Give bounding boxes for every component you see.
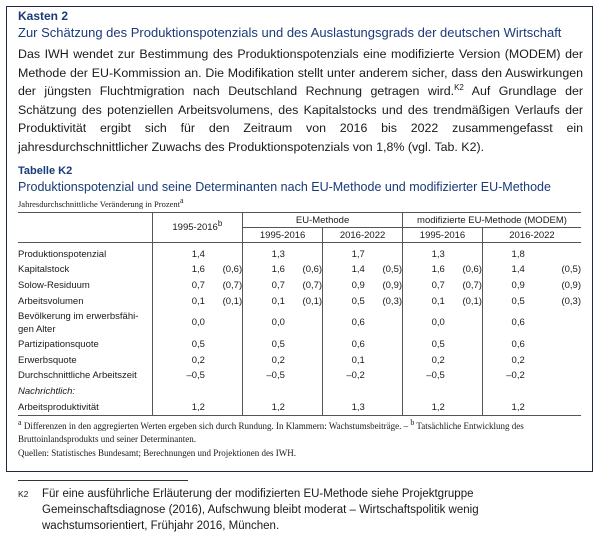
cell xyxy=(285,337,323,353)
table-row-note xyxy=(18,384,581,400)
cell xyxy=(285,399,323,415)
row-label: Durchschnittliche Arbeitszeit xyxy=(18,370,137,382)
cell: 0,5 xyxy=(323,293,365,309)
cell: 1,3 xyxy=(323,399,365,415)
table-subtitle-sup: a xyxy=(180,196,184,206)
cell xyxy=(525,309,581,337)
cell: (0,3) xyxy=(561,295,581,307)
cell xyxy=(205,399,243,415)
cell: (0,1) xyxy=(302,295,323,307)
cell: 0,1 xyxy=(323,352,365,368)
table-row xyxy=(18,337,581,353)
cell: 0,1 xyxy=(152,293,205,309)
cell: 0,7 xyxy=(152,278,205,294)
table-subtitle-text: Jahresdurchschnittliche Veränderung in Prozent xyxy=(18,199,181,209)
cell xyxy=(205,247,243,263)
cell xyxy=(205,337,243,353)
header-group-modem: modifizierte EU-Methode (MODEM) xyxy=(403,213,581,228)
kasten-label: Kasten 2 xyxy=(18,9,69,23)
cell xyxy=(445,337,483,353)
cell: (0,3) xyxy=(382,295,403,307)
cell: 0,6 xyxy=(482,309,524,337)
cell: 1,6 xyxy=(243,262,285,278)
table-label: Tabelle K2 xyxy=(18,165,73,177)
cell xyxy=(445,309,483,337)
cell: 0,9 xyxy=(482,278,524,294)
cell xyxy=(525,352,581,368)
cell xyxy=(205,309,243,337)
table-title: Produktionspotenzial und seine Determinanten nach EU-Methode und modifizierter EU-Methode xyxy=(18,180,551,194)
cell: 0,7 xyxy=(243,278,285,294)
cell: 0,2 xyxy=(403,352,445,368)
table-row xyxy=(18,352,581,368)
cell: 1,7 xyxy=(323,247,365,263)
cell: –0,5 xyxy=(243,368,285,384)
cell: (0,7) xyxy=(222,279,243,291)
paragraph-text-2: Auf Grundlage der Schätzung des potenziellen Arbeitsvolumens, des Kapitalstocks und des trendmäßigen Verlaufs der Produktivität ergibt sich für den Zeitraum von 2016 bis 2022 zusammengefasst ein jahresdurchschnittlicher Zuwachs des Produktionspotenzials von 1,8% (vgl. Tab. K2). xyxy=(18,84,583,154)
header-row-periods xyxy=(18,228,581,243)
cell xyxy=(525,247,581,263)
cell: 1,4 xyxy=(482,262,524,278)
page-footnote-text: Für eine ausführliche Erläuterung der modifizierten EU-Methode siehe Projektgruppe Gemeinschaftsdiagnose (2016), Aufschwung bleibt moderat – Wirtschaftspolitik wenig wachstumsorientiert, Frühjahr 2016, München. xyxy=(42,488,479,532)
cell: 1,2 xyxy=(482,399,524,415)
table-row xyxy=(18,278,581,294)
cell xyxy=(285,247,323,263)
cell: 0,1 xyxy=(403,293,445,309)
footnote-separator xyxy=(18,480,188,481)
cell: 0,7 xyxy=(403,278,445,294)
row-label-line-2: gen Alter xyxy=(18,323,56,335)
footnote-a-text: Differenzen in den aggregierten Werten ergeben sich durch Rundung. In Klammern: Wachstumsbeiträge. – xyxy=(21,421,411,431)
row-label: Partizipationsquote xyxy=(18,339,99,351)
row-label: Kapitalstock xyxy=(18,264,70,276)
cell: 0,6 xyxy=(323,337,365,353)
cell: 0,5 xyxy=(403,337,445,353)
table-row xyxy=(18,293,581,309)
cell: –0,5 xyxy=(152,368,205,384)
cell: (0,5) xyxy=(382,264,403,276)
cell: (0,1) xyxy=(462,295,482,307)
cell: 0,9 xyxy=(323,278,365,294)
cell: 1,2 xyxy=(403,399,445,415)
cell xyxy=(205,352,243,368)
cell: 1,4 xyxy=(152,247,205,263)
cell: 1,4 xyxy=(323,262,365,278)
cell xyxy=(445,399,483,415)
cell: 1,2 xyxy=(152,399,205,415)
cell: (0,5) xyxy=(561,264,581,276)
row-label-line-1: Bevölkerung im erwerbsfähi- xyxy=(18,310,139,322)
footnote-reference[interactable]: K2 xyxy=(454,82,464,92)
cell: 0,0 xyxy=(243,309,285,337)
cell: 1,6 xyxy=(152,262,205,278)
cell: (0,6) xyxy=(222,264,243,276)
data-table xyxy=(18,212,581,416)
footnote-b-mark: b xyxy=(410,418,415,427)
cell xyxy=(525,368,581,384)
table-row xyxy=(18,399,581,415)
header-empty-2 xyxy=(18,228,152,243)
cell: (0,6) xyxy=(462,264,482,276)
table-sources: Quellen: Statistisches Bundesamt; Berechnungen und Projektionen des IWH. xyxy=(18,448,296,458)
cell xyxy=(365,352,403,368)
cell: (0,7) xyxy=(462,279,482,291)
cell xyxy=(365,368,403,384)
cell: (0,6) xyxy=(302,264,323,276)
header-group-eu: EU-Methode xyxy=(243,213,403,228)
row-label: Produktionspotenzial xyxy=(18,248,107,260)
cell: (0,9) xyxy=(561,279,581,291)
cell xyxy=(525,337,581,353)
cell: 0,2 xyxy=(152,352,205,368)
cell xyxy=(285,368,323,384)
row-label: Arbeitsproduktivität xyxy=(18,399,152,415)
table-row xyxy=(18,262,581,278)
table-row xyxy=(18,247,581,263)
cell: (0,1) xyxy=(222,295,243,307)
cell: 0,5 xyxy=(482,293,524,309)
table-subtitle xyxy=(18,196,184,209)
cell xyxy=(365,247,403,263)
cell: (0,7) xyxy=(302,279,323,291)
cell: 0,5 xyxy=(243,337,285,353)
cell xyxy=(285,309,323,337)
row-label xyxy=(18,309,152,337)
cell: 0,0 xyxy=(403,309,445,337)
header-col-1: 1995-2016 xyxy=(243,228,323,243)
cell: –0,2 xyxy=(323,368,365,384)
cell xyxy=(525,399,581,415)
cell: 0,1 xyxy=(243,293,285,309)
row-label: Arbeitsvolumen xyxy=(18,295,84,307)
table-row xyxy=(18,309,581,337)
cell: –0,2 xyxy=(482,368,524,384)
cell: 0,2 xyxy=(243,352,285,368)
row-label: Erwerbsquote xyxy=(18,354,77,366)
cell: 0,0 xyxy=(152,309,205,337)
cell xyxy=(445,247,483,263)
cell xyxy=(445,352,483,368)
header-col-first-sup: b xyxy=(217,219,223,229)
cell: 0,2 xyxy=(482,352,524,368)
cell: 1,3 xyxy=(243,247,285,263)
cell: (0,9) xyxy=(382,279,403,291)
header-col-first xyxy=(152,221,243,236)
header-col-4: 2016-2022 xyxy=(482,228,581,243)
page-footnote-mark: K2 xyxy=(18,489,29,499)
table-row xyxy=(18,368,581,384)
header-col-2: 2016-2022 xyxy=(323,228,403,243)
cell xyxy=(285,352,323,368)
cell: 0,6 xyxy=(482,337,524,353)
cell: 1,3 xyxy=(403,247,445,263)
header-empty xyxy=(18,213,152,228)
row-label-nachrichtlich: Nachrichtlich: xyxy=(18,385,76,397)
cell: 1,8 xyxy=(482,247,524,263)
header-col-3: 1995-2016 xyxy=(403,228,483,243)
kasten-title: Zur Schätzung des Produktionspotenzials und des Auslastungsgrads der deutschen Wirtschaft xyxy=(18,25,562,40)
cell: 0,6 xyxy=(323,309,365,337)
footnote-b-text: Tatsächliche Entwicklung des Bruttoinlandsprodukts und seiner Determinanten. xyxy=(18,421,524,444)
header-row-groups xyxy=(18,213,581,228)
cell xyxy=(205,368,243,384)
cell: 0,5 xyxy=(152,337,205,353)
row-label: Solow-Residuum xyxy=(18,279,90,291)
footnote-a-mark: a xyxy=(18,418,22,427)
cell xyxy=(365,337,403,353)
cell xyxy=(445,368,483,384)
table-footnote xyxy=(18,420,584,445)
cell xyxy=(365,399,403,415)
kasten-paragraph xyxy=(18,45,583,156)
cell: –0,5 xyxy=(403,368,445,384)
paragraph-text-1: Das IWH wendet zur Bestimmung des Produktionspotenzials eine modifizierte Version (MODEM) der Methode der EU-Kommission an. Die Modifikation stellt unter anderem sicher, dass den Auswirkungen der jüngsten Fluchtmigration nach Deutschland Rechnung getragen wird. xyxy=(18,47,583,98)
cell: 1,2 xyxy=(243,399,285,415)
cell: 1,6 xyxy=(403,262,445,278)
header-col-first-text: 1995-2016 xyxy=(172,222,218,234)
cell xyxy=(365,309,403,337)
